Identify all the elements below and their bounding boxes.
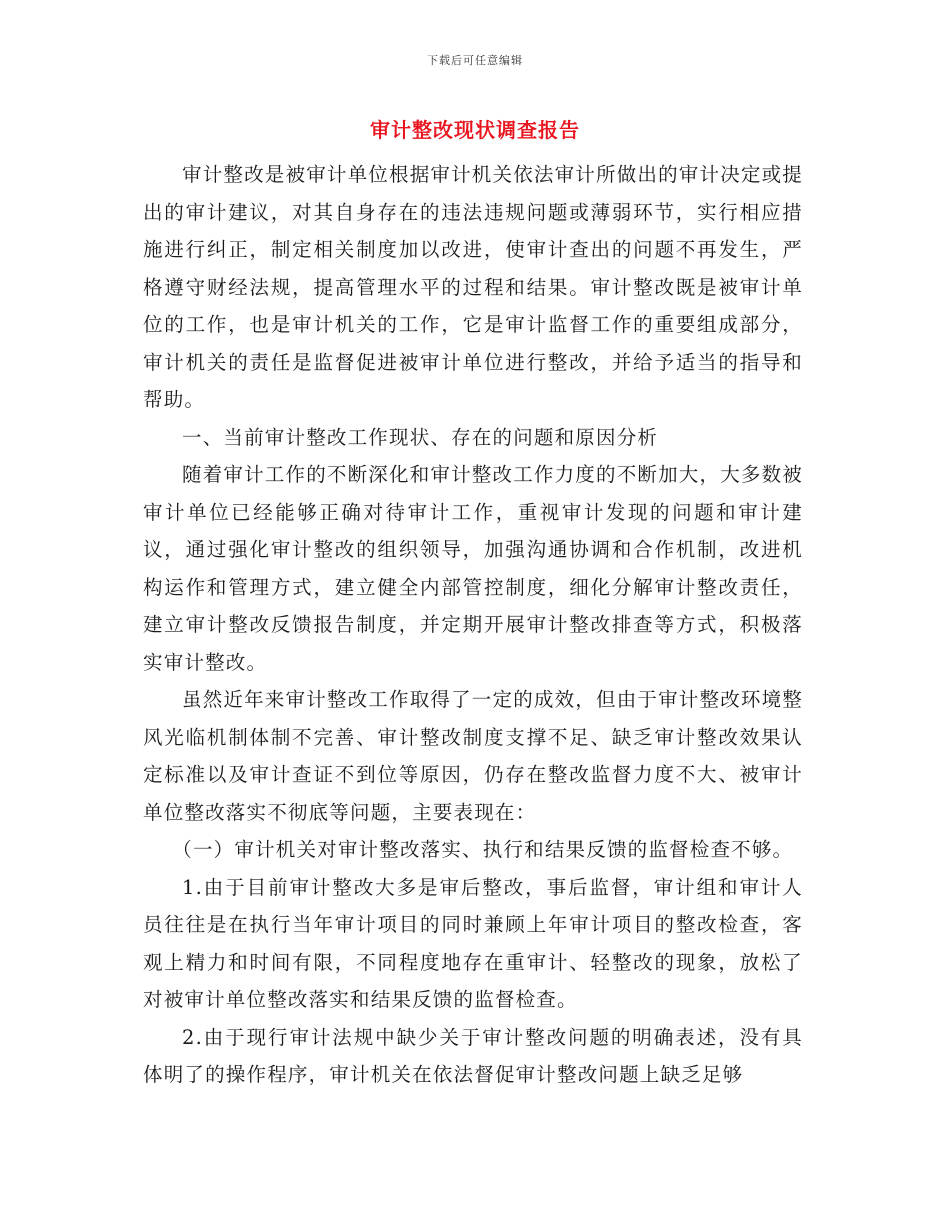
paragraph-point-1: 1.由于目前审计整改大多是审后整改，事后监督，审计组和审计人员往往是在执行当年审计项目的同时兼顾上年审计项目的整改检查，客观上精力和时间有限，不同程度地存在重审计、轻整改的现象，放松了对被审计单位整改落实和结果反馈的监督检查。 bbox=[143, 875, 803, 1011]
paragraph-status: 随着审计工作的不断深化和审计整改工作力度的不断加大，大多数被审计单位已经能够正确对待审计工作，重视审计发现的问题和审计建议，通过强化审计整改的组织领导，加强沟通协调和合作机制，改进机构运作和管理方式，建立健全内部管控制度，细化分解审计整改责任，建立审计整改反馈报告制度，并定期开展审计整改排查等方式，积极落实审计整改。 bbox=[143, 463, 804, 674]
paragraph-point-2: 2.由于现行审计法规中缺少关于审计整改问题的明确表述，没有具体明了的操作程序，审计机关在依法督促审计整改问题上缺乏足够 bbox=[143, 1025, 803, 1086]
document-body bbox=[143, 156, 803, 1094]
header-note: 下载后可任意编辑 bbox=[427, 54, 523, 67]
document-title: 审计整改现状调查报告 bbox=[370, 118, 580, 142]
paragraph-intro: 审计整改是被审计单位根据审计机关依法审计所做出的审计决定或提出的审计建议，对其自身存在的违法违规问题或薄弱环节，实行相应措施进行纠正，制定相关制度加以改进，使审计查出的问题不再发生，严格遵守财经法规，提高管理水平的过程和结果。审计整改既是被审计单位的工作，也是审计机关的工作，它是审计监督工作的重要组成部分，审计机关的责任是监督促进被审计单位进行整改，并给予适当的指导和帮助。 bbox=[143, 163, 804, 411]
subsection-heading-1: （一）审计机关对审计整改落实、执行和结果反馈的监督检查不够。 bbox=[172, 838, 794, 861]
paragraph-problems: 虽然近年来审计整改工作取得了一定的成效，但由于审计整改环境整风光临机制体制不完善、审计整改制度支撑不足、缺乏审计整改效果认定标准以及审计查证不到位等原因，仍存在整改监督力度不大、被审计单位整改落实不彻底等问题，主要表现在： bbox=[143, 688, 804, 824]
section-heading-1: 一、当前审计整改工作现状、存在的问题和原因分析 bbox=[182, 425, 659, 449]
